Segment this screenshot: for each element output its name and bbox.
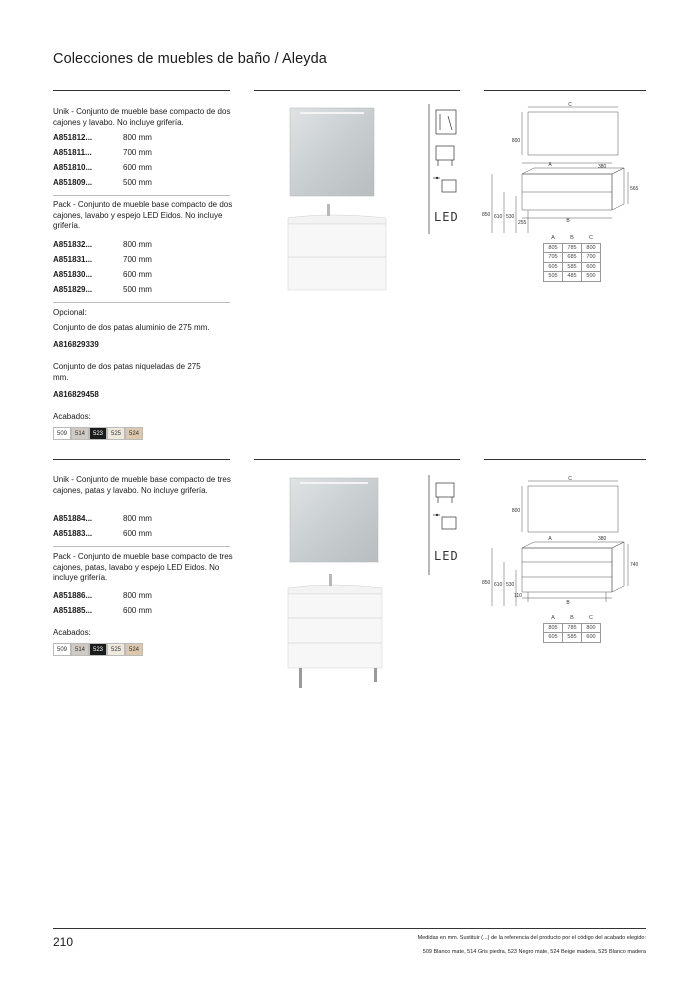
dim-label-110: 110: [514, 593, 522, 599]
product-code: A851810...: [53, 163, 93, 172]
finish-swatches: [53, 643, 143, 656]
product-code: A851885...: [53, 606, 93, 615]
option-code: A816829339: [53, 340, 99, 349]
footer-divider: [53, 928, 646, 929]
group-divider: [53, 195, 230, 196]
dim-label-530: 530: [506, 582, 515, 588]
led-icon: LED: [434, 210, 459, 224]
cabinet-top-outline: [522, 168, 624, 174]
table-header: C: [589, 615, 593, 622]
faucet: [327, 204, 330, 216]
dim-label-610: 610: [494, 214, 503, 220]
table-header: A: [551, 235, 555, 242]
leg: [374, 668, 377, 682]
page-number: 210: [53, 935, 74, 949]
product-code: A851884...: [53, 514, 93, 523]
finish-swatch: 525: [107, 643, 125, 656]
product-size: 600 mm: [123, 163, 152, 172]
product-code: A851886...: [53, 591, 93, 600]
option-description: Conjunto de dos patas aluminio de 275 mm.: [53, 323, 210, 332]
finish-swatch: 524: [125, 643, 143, 656]
soft-close-icon: [433, 177, 456, 192]
product-description: Unik - Conjunto de mueble base compacto de tres cajones, patas y lavabo. No incluye grifería.: [53, 475, 231, 495]
finish-swatch: 525: [107, 427, 125, 440]
table-cell: 605: [544, 633, 563, 643]
table-cell: 605: [544, 262, 563, 272]
leg: [299, 668, 302, 688]
table-cell: 785: [563, 243, 582, 253]
product-image-three-drawer: [270, 470, 400, 690]
product-size: 500 mm: [123, 178, 152, 187]
product-size: 500 mm: [123, 285, 152, 294]
dim-label-body-height: 740: [630, 562, 639, 568]
product-image-two-drawer: [270, 100, 400, 305]
dim-label-c: C: [568, 102, 572, 108]
table-row: [544, 272, 601, 282]
product-code: A851811...: [53, 148, 92, 157]
technical-drawing: [480, 100, 640, 240]
product-code: A851829...: [53, 285, 93, 294]
finishes-label: Acabados:: [53, 628, 91, 637]
table-cell: 705: [544, 253, 563, 263]
mirror: [290, 108, 374, 196]
table-cell: 585: [563, 633, 582, 643]
cabinet-top-outline: [522, 542, 624, 548]
table-header: A: [551, 615, 555, 622]
table-header: B: [570, 235, 574, 242]
table-cell: 805: [544, 623, 563, 633]
product-code: A851831...: [53, 255, 93, 264]
section-divider: [484, 459, 646, 460]
section-divider: [53, 459, 230, 460]
product-code: A851812...: [53, 133, 93, 142]
table-cell: 600: [582, 633, 601, 643]
finish-swatch: 514: [71, 427, 89, 440]
table-cell: 485: [563, 272, 582, 282]
dim-label-610: 610: [494, 582, 503, 588]
finish-swatch: 523: [89, 643, 107, 656]
product-size: 800 mm: [123, 240, 152, 249]
product-code: A851883...: [53, 529, 93, 538]
page-title: Colecciones de muebles de baño / Aleyda: [53, 51, 327, 67]
product-size: 700 mm: [123, 148, 152, 157]
table-cell: 805: [544, 243, 563, 253]
technical-drawing: [480, 470, 640, 615]
section-divider: [254, 90, 460, 91]
table-cell: 585: [563, 262, 582, 272]
soft-close-icon: [433, 514, 456, 529]
finish-swatch: 509: [53, 427, 71, 440]
faucet: [329, 574, 332, 586]
product-code: A851809...: [53, 178, 93, 187]
table-row: [544, 243, 601, 253]
product-description: Pack - Conjunto de mueble base compacto de tres cajones, patas, lavabo y espejo LED Eidos. No incluye grifería.: [53, 552, 233, 582]
group-divider: [53, 546, 230, 547]
product-code: A851832...: [53, 240, 93, 249]
table-header: C: [589, 235, 593, 242]
mirror-led-strip: [300, 112, 364, 114]
dim-label-depth: 380: [598, 536, 607, 542]
cabinet-body: [288, 594, 382, 668]
finish-swatches: [53, 427, 143, 440]
section-divider: [484, 90, 646, 91]
dim-label-mirror-height: 800: [511, 138, 521, 144]
table-cell: 785: [563, 623, 582, 633]
option-description: Conjunto de dos patas niqueladas de 275 mm.: [53, 362, 201, 382]
mirror-led-strip: [300, 482, 368, 484]
table-cell: 500: [582, 272, 601, 282]
dimension-table: [543, 234, 601, 282]
product-size: 800 mm: [123, 591, 152, 600]
dim-label-a: A: [548, 162, 552, 168]
table-header-row: [544, 614, 601, 623]
dim-label-depth: 380: [598, 164, 607, 170]
finishes-label: Acabados:: [53, 412, 91, 421]
product-size: 700 mm: [123, 255, 152, 264]
table-row: [544, 623, 601, 633]
dim-label-b: B: [566, 600, 570, 606]
dim-label-255: 255: [518, 220, 527, 226]
table-cell: 800: [582, 243, 601, 253]
dim-label-850: 850: [482, 580, 491, 586]
footer-note: Medidas en mm. Sustituir (...) de la referencia del producto por el código del acabado elegido:: [417, 935, 646, 941]
product-size: 600 mm: [123, 606, 152, 615]
optional-label: Opcional:: [53, 308, 87, 317]
legs-icon: [436, 483, 454, 503]
table-cell: 600: [582, 262, 601, 272]
table-cell: 505: [544, 272, 563, 282]
wall-hung-icon: [436, 110, 456, 134]
dim-label-a: A: [548, 536, 552, 542]
table-header-row: [544, 234, 601, 243]
washbasin: [288, 215, 386, 224]
product-description: Unik - Conjunto de mueble base compacto de dos cajones y lavabo. No incluye grifería.: [53, 107, 231, 127]
dim-label-850: 850: [482, 212, 491, 218]
led-icon: LED: [434, 549, 459, 563]
option-code: A816829458: [53, 390, 99, 399]
dim-label-mirror-height: 800: [511, 508, 521, 514]
product-size: 600 mm: [123, 529, 152, 538]
table-row: [544, 262, 601, 272]
mirror-outline: [528, 486, 618, 532]
footer-finishes-legend: 509 Blanco mate, 514 Gris piedra, 523 Negro mate, 524 Beige madera, 525 Blanco madera: [422, 949, 646, 955]
section-divider: [53, 90, 230, 91]
cabinet-front-outline: [522, 548, 612, 592]
table-row: [544, 633, 601, 643]
group-divider: [53, 302, 230, 303]
dim-label-530: 530: [506, 214, 515, 220]
product-size: 800 mm: [123, 133, 152, 142]
finish-swatch: 524: [125, 427, 143, 440]
table-row: [544, 253, 601, 263]
section-divider: [254, 459, 460, 460]
product-size: 600 mm: [123, 270, 152, 279]
product-code: A851830...: [53, 270, 93, 279]
table-cell: 800: [582, 623, 601, 633]
table-cell: 700: [582, 253, 601, 263]
dim-label-body-height: 565: [630, 186, 639, 192]
table-cell: 685: [563, 253, 582, 263]
dim-label-c: C: [568, 476, 572, 482]
finish-swatch: 514: [71, 643, 89, 656]
dim-label-b: B: [566, 218, 570, 224]
finish-swatch: 509: [53, 643, 71, 656]
mirror: [290, 478, 378, 562]
legs-icon: [436, 146, 454, 166]
product-description: Pack - Conjunto de mueble base compacto de dos cajones, lavabo y espejo LED Eidos. No incluye grifería.: [53, 200, 233, 230]
finish-swatch: 523: [89, 427, 107, 440]
dimension-table: [543, 614, 601, 643]
table-header: B: [570, 615, 574, 622]
product-size: 800 mm: [123, 514, 152, 523]
washbasin: [288, 585, 382, 594]
mirror-outline: [528, 112, 618, 155]
